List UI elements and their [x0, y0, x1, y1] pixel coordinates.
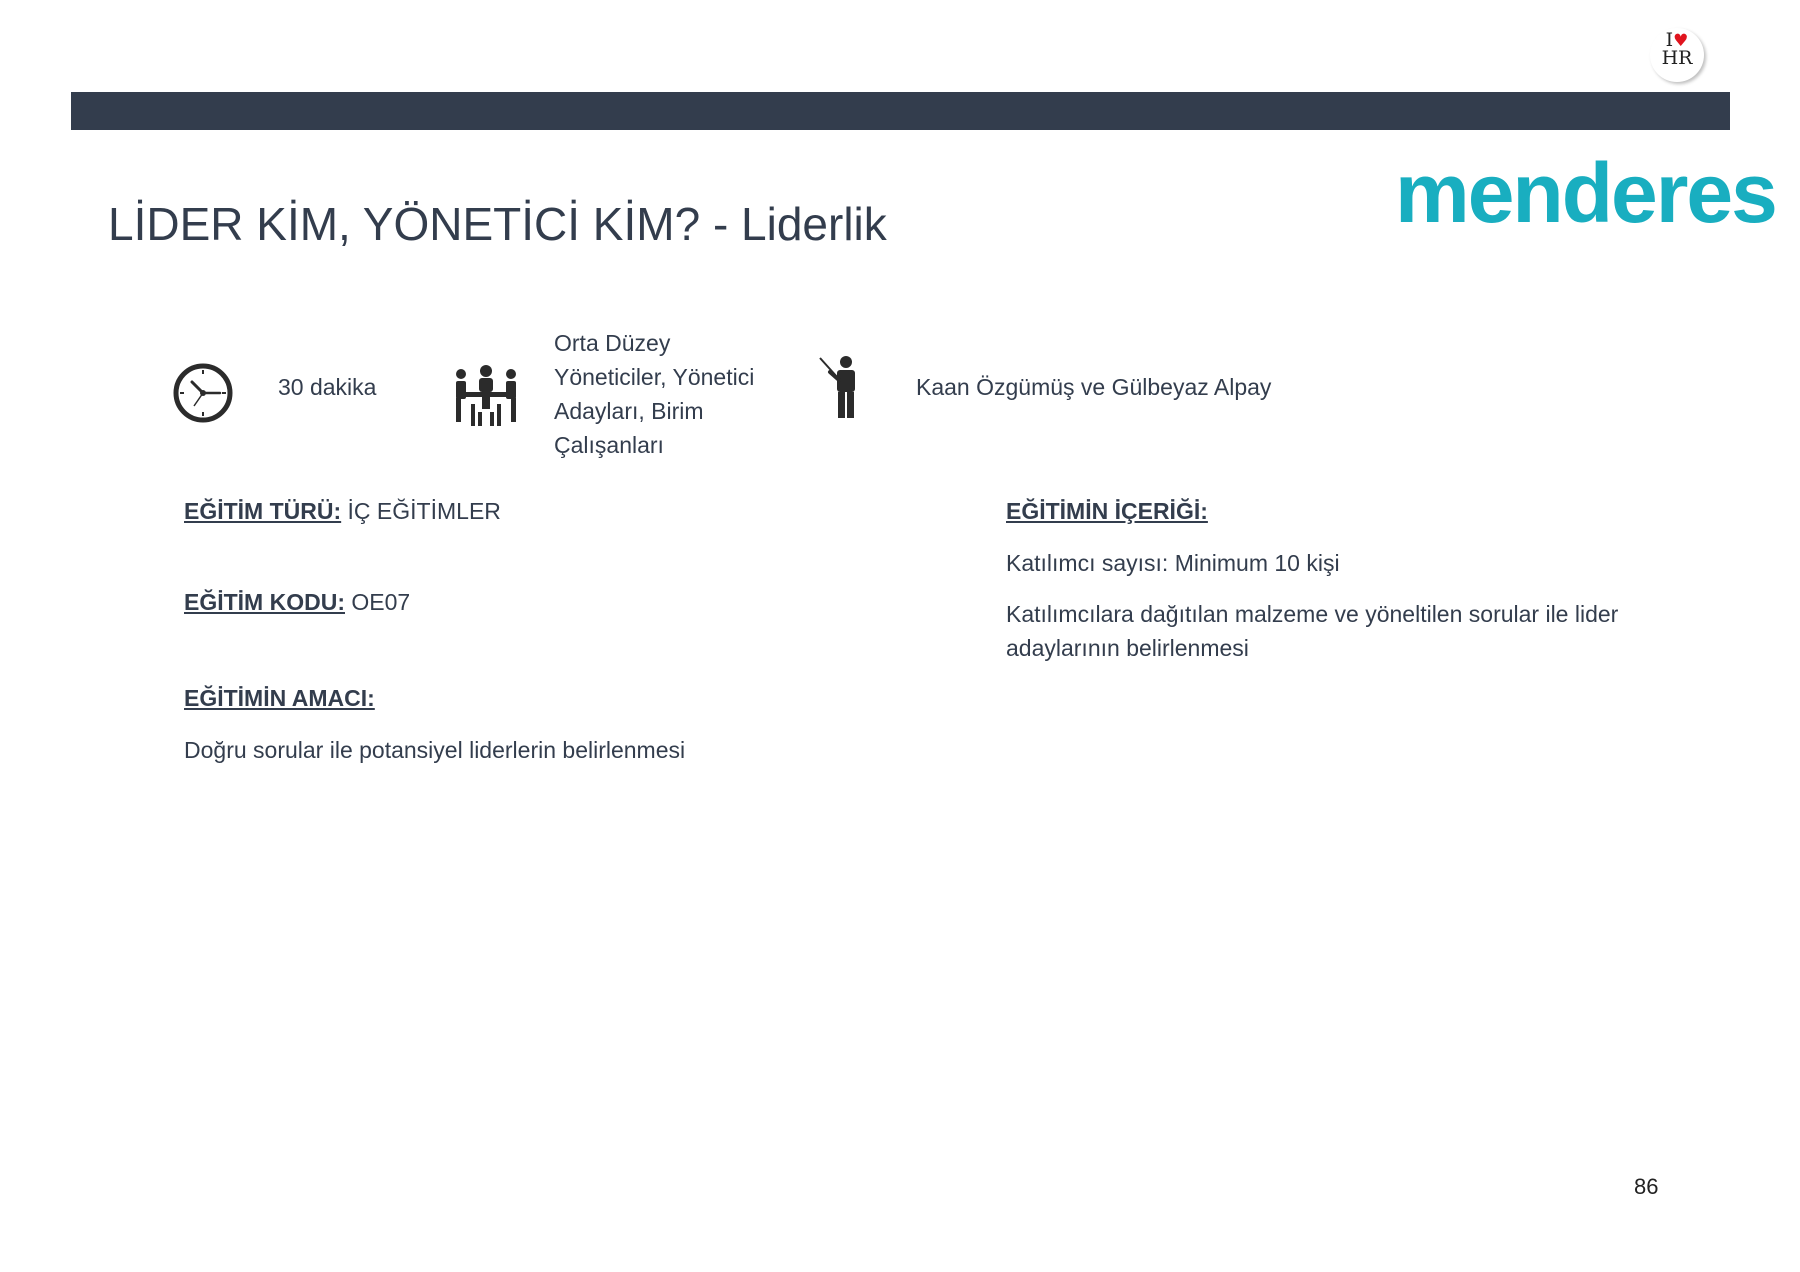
ilovehr-logo: I♥ HR	[1650, 28, 1704, 82]
content-line-participants: Katılımcı sayısı: Minimum 10 kişi	[1006, 550, 1340, 576]
meeting-group-icon	[454, 364, 518, 426]
training-purpose-label: EĞİTİMİN AMACI:	[184, 685, 375, 711]
clock-icon	[172, 362, 234, 424]
presenter-icon	[818, 356, 862, 420]
page-title: LİDER KİM, YÖNETİCİ KİM? - Liderlik	[108, 198, 887, 250]
audience-text: Orta Düzey Yöneticiler, Yönetici Adayları, Birim Çalışanları	[554, 330, 755, 458]
training-type	[184, 494, 501, 528]
header-bar	[71, 92, 1730, 130]
training-type-label: EĞİTİM TÜRÜ:	[184, 498, 342, 524]
duration-text: 30 dakika	[278, 374, 377, 400]
trainers-text: Kaan Özgümüş ve Gülbeyaz Alpay	[916, 374, 1272, 400]
training-purpose-text: Doğru sorular ile potansiyel liderlerin belirlenmesi	[184, 737, 686, 763]
training-type-value: İÇ EĞİTİMLER	[341, 498, 501, 524]
page-number: 86	[1634, 1174, 1659, 1199]
menderes-logo: menderes	[1395, 146, 1776, 240]
training-code-label: EĞİTİM KODU:	[184, 589, 345, 615]
training-code	[184, 585, 410, 619]
training-code-value: OE07	[345, 589, 411, 615]
training-content-label: EĞİTİMİN İÇERİĞİ:	[1006, 498, 1208, 524]
content-line-method: Katılımcılara dağıtılan malzeme ve yöneltilen sorular ile lider adaylarının belirlenmesi	[1006, 601, 1619, 661]
